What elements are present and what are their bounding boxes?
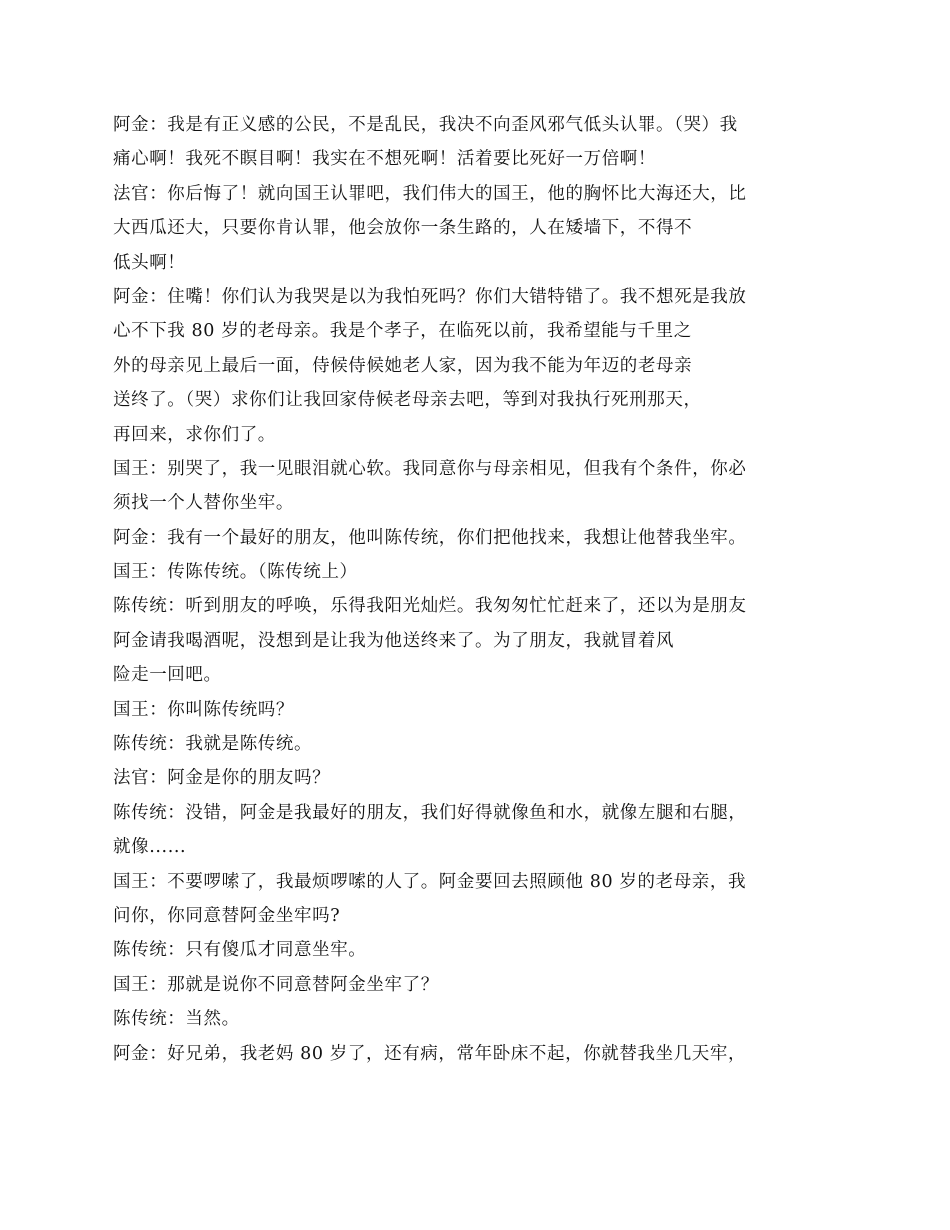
text-line: 送终了。（哭）求你们让我回家侍候老母亲去吧，等到对我执行死刑那天， xyxy=(113,390,702,411)
text-line: 就像...... xyxy=(113,837,187,858)
text-line: 陈传统：没错，阿金是我最好的朋友，我们好得就像鱼和水，就像左腿和右腿， xyxy=(113,802,747,823)
text-line: 法官：你后悔了！就向国王认罪吧，我们伟大的国王，他的胸怀比大海还大，比 xyxy=(113,183,747,204)
text-line: 须找一个人替你坐牢。 xyxy=(113,493,294,514)
text-line: 法官：阿金是你的朋友吗？ xyxy=(113,768,331,789)
text-line: 阿金：我有一个最好的朋友，他叫陈传统，你们把他找来，我想让他替我坐牢。 xyxy=(113,527,747,548)
text-line: 陈传统：听到朋友的呼唤，乐得我阳光灿烂。我匆匆忙忙赶来了，还以为是朋友 xyxy=(113,596,747,617)
text-line: 痛心啊！我死不瞑目啊！我实在不想死啊！活着要比死好一万倍啊！ xyxy=(113,149,656,170)
text-line: 陈传统：当然。 xyxy=(113,1009,240,1030)
text-line: 外的母亲见上最后一面，侍候侍候她老人家，因为我不能为年迈的老母亲 xyxy=(113,355,693,376)
text-line: 国王：传陈传统。（陈传统上） xyxy=(113,562,358,583)
text-line: 陈传统：我就是陈传统。 xyxy=(113,734,313,755)
text-line: 心不下我 80 岁的老母亲。我是个孝子，在临死以前，我希望能与千里之 xyxy=(113,321,692,342)
text-line: 陈传统：只有傻瓜才同意坐牢。 xyxy=(113,940,367,961)
text-line: 再回来，求你们了。 xyxy=(113,424,276,445)
text-line: 国王：那就是说你不同意替阿金坐牢了？ xyxy=(113,974,439,995)
text-line: 国王：不要啰嗦了，我最烦啰嗦的人了。阿金要回去照顾他 80 岁的老母亲，我 xyxy=(113,871,747,892)
text-line: 阿金：好兄弟，我老妈 80 岁了，还有病，常年卧床不起，你就替我坐几天牢， xyxy=(113,1043,747,1064)
text-line: 险走一回吧。 xyxy=(113,665,222,686)
text-line: 大西瓜还大，只要你肯认罪，他会放你一条生路的，人在矮墙下，不得不 xyxy=(113,218,693,239)
text-line: 低头啊！ xyxy=(113,252,186,273)
text-line: 阿金：我是有正义感的公民，不是乱民，我决不向歪风邪气低头认罪。（哭）我 xyxy=(113,115,738,135)
text-line: 阿金：住嘴！你们认为我哭是以为我怕死吗？你们大错特错了。我不想死是我放 xyxy=(113,286,747,307)
text-line: 问你，你同意替阿金坐牢吗? xyxy=(113,905,341,926)
text-line: 国王：你叫陈传统吗？ xyxy=(113,699,294,720)
text-line: 阿金请我喝酒呢，没想到是让我为他送终来了。为了朋友，我就冒着风 xyxy=(113,630,675,651)
script-text-body xyxy=(113,108,773,1071)
text-line: 国王：别哭了，我一见眼泪就心软。我同意你与母亲相见，但我有个条件，你必 xyxy=(113,458,747,479)
